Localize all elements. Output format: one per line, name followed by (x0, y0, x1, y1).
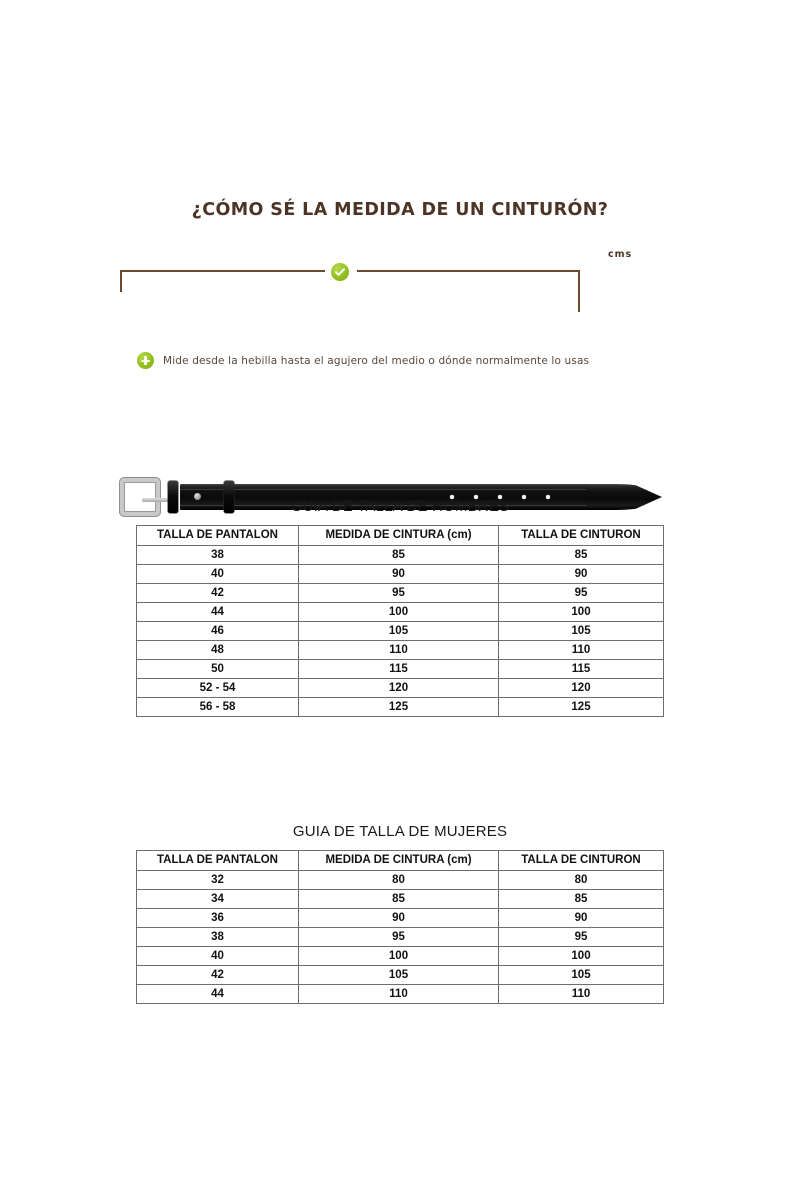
pant-size-cell: 48 (137, 641, 299, 660)
waist-measure-cell: 105 (299, 966, 499, 985)
waist-measure-cell: 85 (299, 546, 499, 565)
waist-measure-cell: 115 (299, 660, 499, 679)
instruction-caption (137, 352, 589, 369)
belt-size-cell: 100 (499, 603, 664, 622)
belt-size-cell: 85 (499, 890, 664, 909)
table-header-row (137, 851, 664, 871)
table-row (137, 546, 664, 565)
table-row (137, 565, 664, 584)
women-section-title: GUIA DE TALLA DE MUJERES (292, 823, 508, 840)
pant-size-cell: 42 (137, 584, 299, 603)
waist-measure-cell: 90 (299, 909, 499, 928)
belt-size-cell: 125 (499, 698, 664, 717)
pant-size-cell: 44 (137, 985, 299, 1004)
pant-size-cell: 46 (137, 622, 299, 641)
women-size-table (136, 850, 664, 1004)
waist-measure-cell: 125 (299, 698, 499, 717)
table-row (137, 641, 664, 660)
belt-size-cell: 105 (499, 622, 664, 641)
pant-size-cell: 36 (137, 909, 299, 928)
check-circle-icon (331, 263, 349, 281)
pant-size-cell: 32 (137, 871, 299, 890)
belt-size-cell: 115 (499, 660, 664, 679)
pant-size-cell: 56 - 58 (137, 698, 299, 717)
men-size-table (136, 525, 664, 717)
belt-size-cell: 95 (499, 928, 664, 947)
table-row (137, 890, 664, 909)
waist-measure-cell: 110 (299, 641, 499, 660)
pant-size-cell: 52 - 54 (137, 679, 299, 698)
plus-circle-icon (137, 352, 154, 369)
belt-size-cell: 95 (499, 584, 664, 603)
waist-measure-cell: 90 (299, 565, 499, 584)
table-row (137, 909, 664, 928)
belt-size-cell: 90 (499, 565, 664, 584)
belt-size-cell: 110 (499, 985, 664, 1004)
waist-measure-cell: 80 (299, 871, 499, 890)
table-row (137, 947, 664, 966)
belt-size-cell: 85 (499, 546, 664, 565)
waist-measure-cell: 120 (299, 679, 499, 698)
unit-label: cms (608, 249, 633, 260)
belt-size-cell: 80 (499, 871, 664, 890)
column-header: TALLA DE PANTALON (137, 851, 299, 871)
column-header: MEDIDA DE CINTURA (cm) (299, 851, 499, 871)
bracket-left-tick (120, 270, 122, 292)
table-row (137, 679, 664, 698)
waist-measure-cell: 95 (299, 928, 499, 947)
belt-size-cell: 90 (499, 909, 664, 928)
table-row (137, 603, 664, 622)
pant-size-cell: 44 (137, 603, 299, 622)
waist-measure-cell: 85 (299, 890, 499, 909)
belt-size-cell: 100 (499, 947, 664, 966)
pant-size-cell: 38 (137, 928, 299, 947)
table-row (137, 584, 664, 603)
table-row (137, 985, 664, 1004)
waist-measure-cell: 100 (299, 603, 499, 622)
table-row (137, 966, 664, 985)
pant-size-cell: 38 (137, 546, 299, 565)
men-size-section (0, 498, 800, 717)
table-row (137, 622, 664, 641)
instruction-text: Mide desde la hebilla hasta el agujero del medio o dónde normalmente lo usas (163, 354, 590, 367)
waist-measure-cell: 100 (299, 947, 499, 966)
column-header: TALLA DE CINTURON (499, 526, 664, 546)
bracket-right-tick (578, 270, 580, 312)
women-size-section (0, 823, 800, 1004)
measurement-bracket (120, 249, 633, 310)
belt-size-cell: 105 (499, 966, 664, 985)
waist-measure-cell: 95 (299, 584, 499, 603)
pant-size-cell: 50 (137, 660, 299, 679)
waist-measure-cell: 110 (299, 985, 499, 1004)
column-header: TALLA DE CINTURON (499, 851, 664, 871)
table-row (137, 871, 664, 890)
page-title: ¿CÓMO SÉ LA MEDIDA DE UN CINTURÓN? (191, 200, 609, 220)
belt-size-cell: 120 (499, 679, 664, 698)
pant-size-cell: 40 (137, 947, 299, 966)
column-header: MEDIDA DE CINTURA (cm) (299, 526, 499, 546)
table-header-row (137, 526, 664, 546)
belt-size-cell: 110 (499, 641, 664, 660)
table-row (137, 660, 664, 679)
pant-size-cell: 34 (137, 890, 299, 909)
pant-size-cell: 42 (137, 966, 299, 985)
waist-measure-cell: 105 (299, 622, 499, 641)
column-header: TALLA DE PANTALON (137, 526, 299, 546)
pant-size-cell: 40 (137, 565, 299, 584)
men-section-title: GUIA DE TALLA DE HOMBRES (290, 498, 510, 515)
table-row (137, 928, 664, 947)
table-row (137, 698, 664, 717)
